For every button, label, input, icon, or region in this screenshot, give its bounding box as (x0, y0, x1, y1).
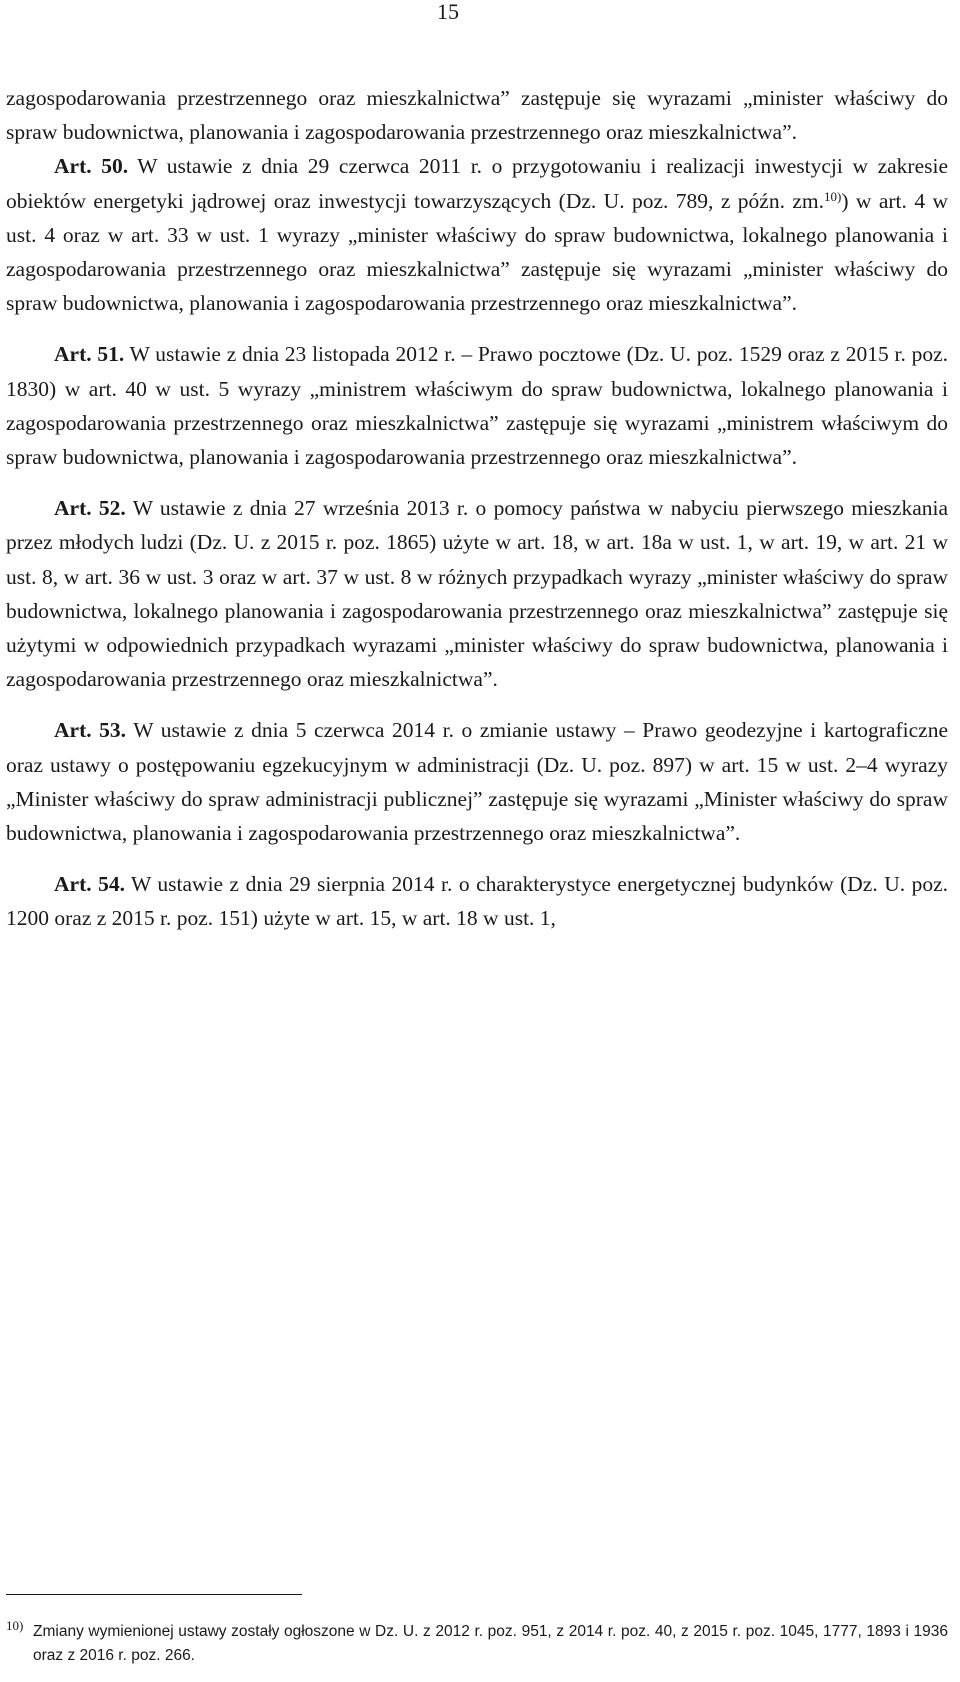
article-text: W ustawie z dnia 27 września 2013 r. o pomocy państwa w nabyciu pierwszego mieszkania przez młodych ludzi (Dz. U. z 2015 r. poz. 1865) użyte w art. 18, w art. 18a w ust. 1, w art. 19, w art. 21 w ust. 8, w art. 36 w ust. 3 oraz w art. 37 w ust. 8 w różnych przypadkach wyrazy „minister właściwy do spraw budownictwa, lokalnego planowania i zagospodarowania przestrzennego oraz mieszkalnictwa” zastępuje się użytymi w odpowiednich przypadkach wyrazami „minister właściwy do spraw budownictwa, planowania i zagospodarowania przestrzennego oraz mieszkalnictwa”. (6, 496, 949, 692)
article-heading: Art. 50. (54, 154, 129, 179)
article-text: W ustawie z dnia 29 sierpnia 2014 r. o charakterystyce energetycznej budynków (Dz. U. poz. 1200 oraz z 2015 r. poz. 151) użyte w art. 15, w art. 18 w ust. 1, (6, 872, 948, 931)
footnote-text: Zmiany wymienionej ustawy zostały ogłoszone w Dz. U. z 2012 r. poz. 951, z 2014 r. poz. 40, z 2015 r. poz. 1045, 1777, 1893 i 1936 oraz z 2016 r. poz. 266. (33, 1623, 948, 1664)
footnote-separator (6, 1594, 302, 1595)
footnote (6, 1620, 948, 1668)
article-heading: Art. 51. (54, 342, 125, 367)
article-53 (6, 713, 948, 850)
article-50 (6, 149, 948, 320)
article-heading: Art. 53. (54, 718, 127, 743)
article-text: ) w art. 4 w ust. 4 oraz w art. 33 w ust. 1 wyrazy „minister właściwy do spraw budownictwa, lokalnego planowania i zagospodarowania przestrzennego oraz mieszkalnictwa” zastępuje się wyrazami „minister właściwy do spraw budownictwa, planowania i zagospodarowania przestrzennego oraz mieszkalnictwa”. (6, 188, 948, 316)
article-heading: Art. 52. (54, 496, 126, 521)
article-51 (6, 337, 948, 474)
article-text: W ustawie z dnia 23 listopada 2012 r. – Prawo pocztowe (Dz. U. poz. 1529 oraz z 2015 r. poz. 1830) w art. 40 w ust. 5 wyrazy „ministrem właściwym do spraw budownictwa, lokalnego planowania i zagospodarowania przestrzennego oraz mieszkalnictwa” zastępuje się wyrazami „ministrem właściwym do spraw budownictwa, planowania i zagospodarowania przestrzennego oraz mieszkalnictwa”. (6, 342, 949, 470)
footnote-reference[interactable]: 10) (824, 188, 842, 204)
document-body (6, 81, 948, 936)
article-54 (6, 867, 948, 935)
article-text: W ustawie z dnia 29 czerwca 2011 r. o przygotowaniu i realizacji inwestycji w zakresie obiektów energetyki jądrowej oraz inwestycji towarzyszących (Dz. U. poz. 789, z późn. zm. (6, 154, 948, 213)
article-text: W ustawie z dnia 5 czerwca 2014 r. o zmianie ustawy – Prawo geodezyjne i kartograficzne oraz ustawy o postępowaniu egzekucyjnym w administracji (Dz. U. poz. 897) w art. 15 w ust. 2–4 wyrazy „Minister właściwy do spraw administracji publicznej” zastępuje się wyrazami „Minister właściwy do spraw budownictwa, planowania i zagospodarowania przestrzennego oraz mieszkalnictwa”. (6, 718, 948, 846)
paragraph-continuation: zagospodarowania przestrzennego oraz mieszkalnictwa” zastępuje się wyrazami „minister właściwy do spraw budownictwa, planowania i zagospodarowania przestrzennego oraz mieszkalnictwa”. (6, 86, 948, 145)
article-52 (6, 491, 948, 696)
article-heading: Art. 54. (54, 872, 125, 897)
footnote-mark: 10) (6, 1618, 24, 1633)
